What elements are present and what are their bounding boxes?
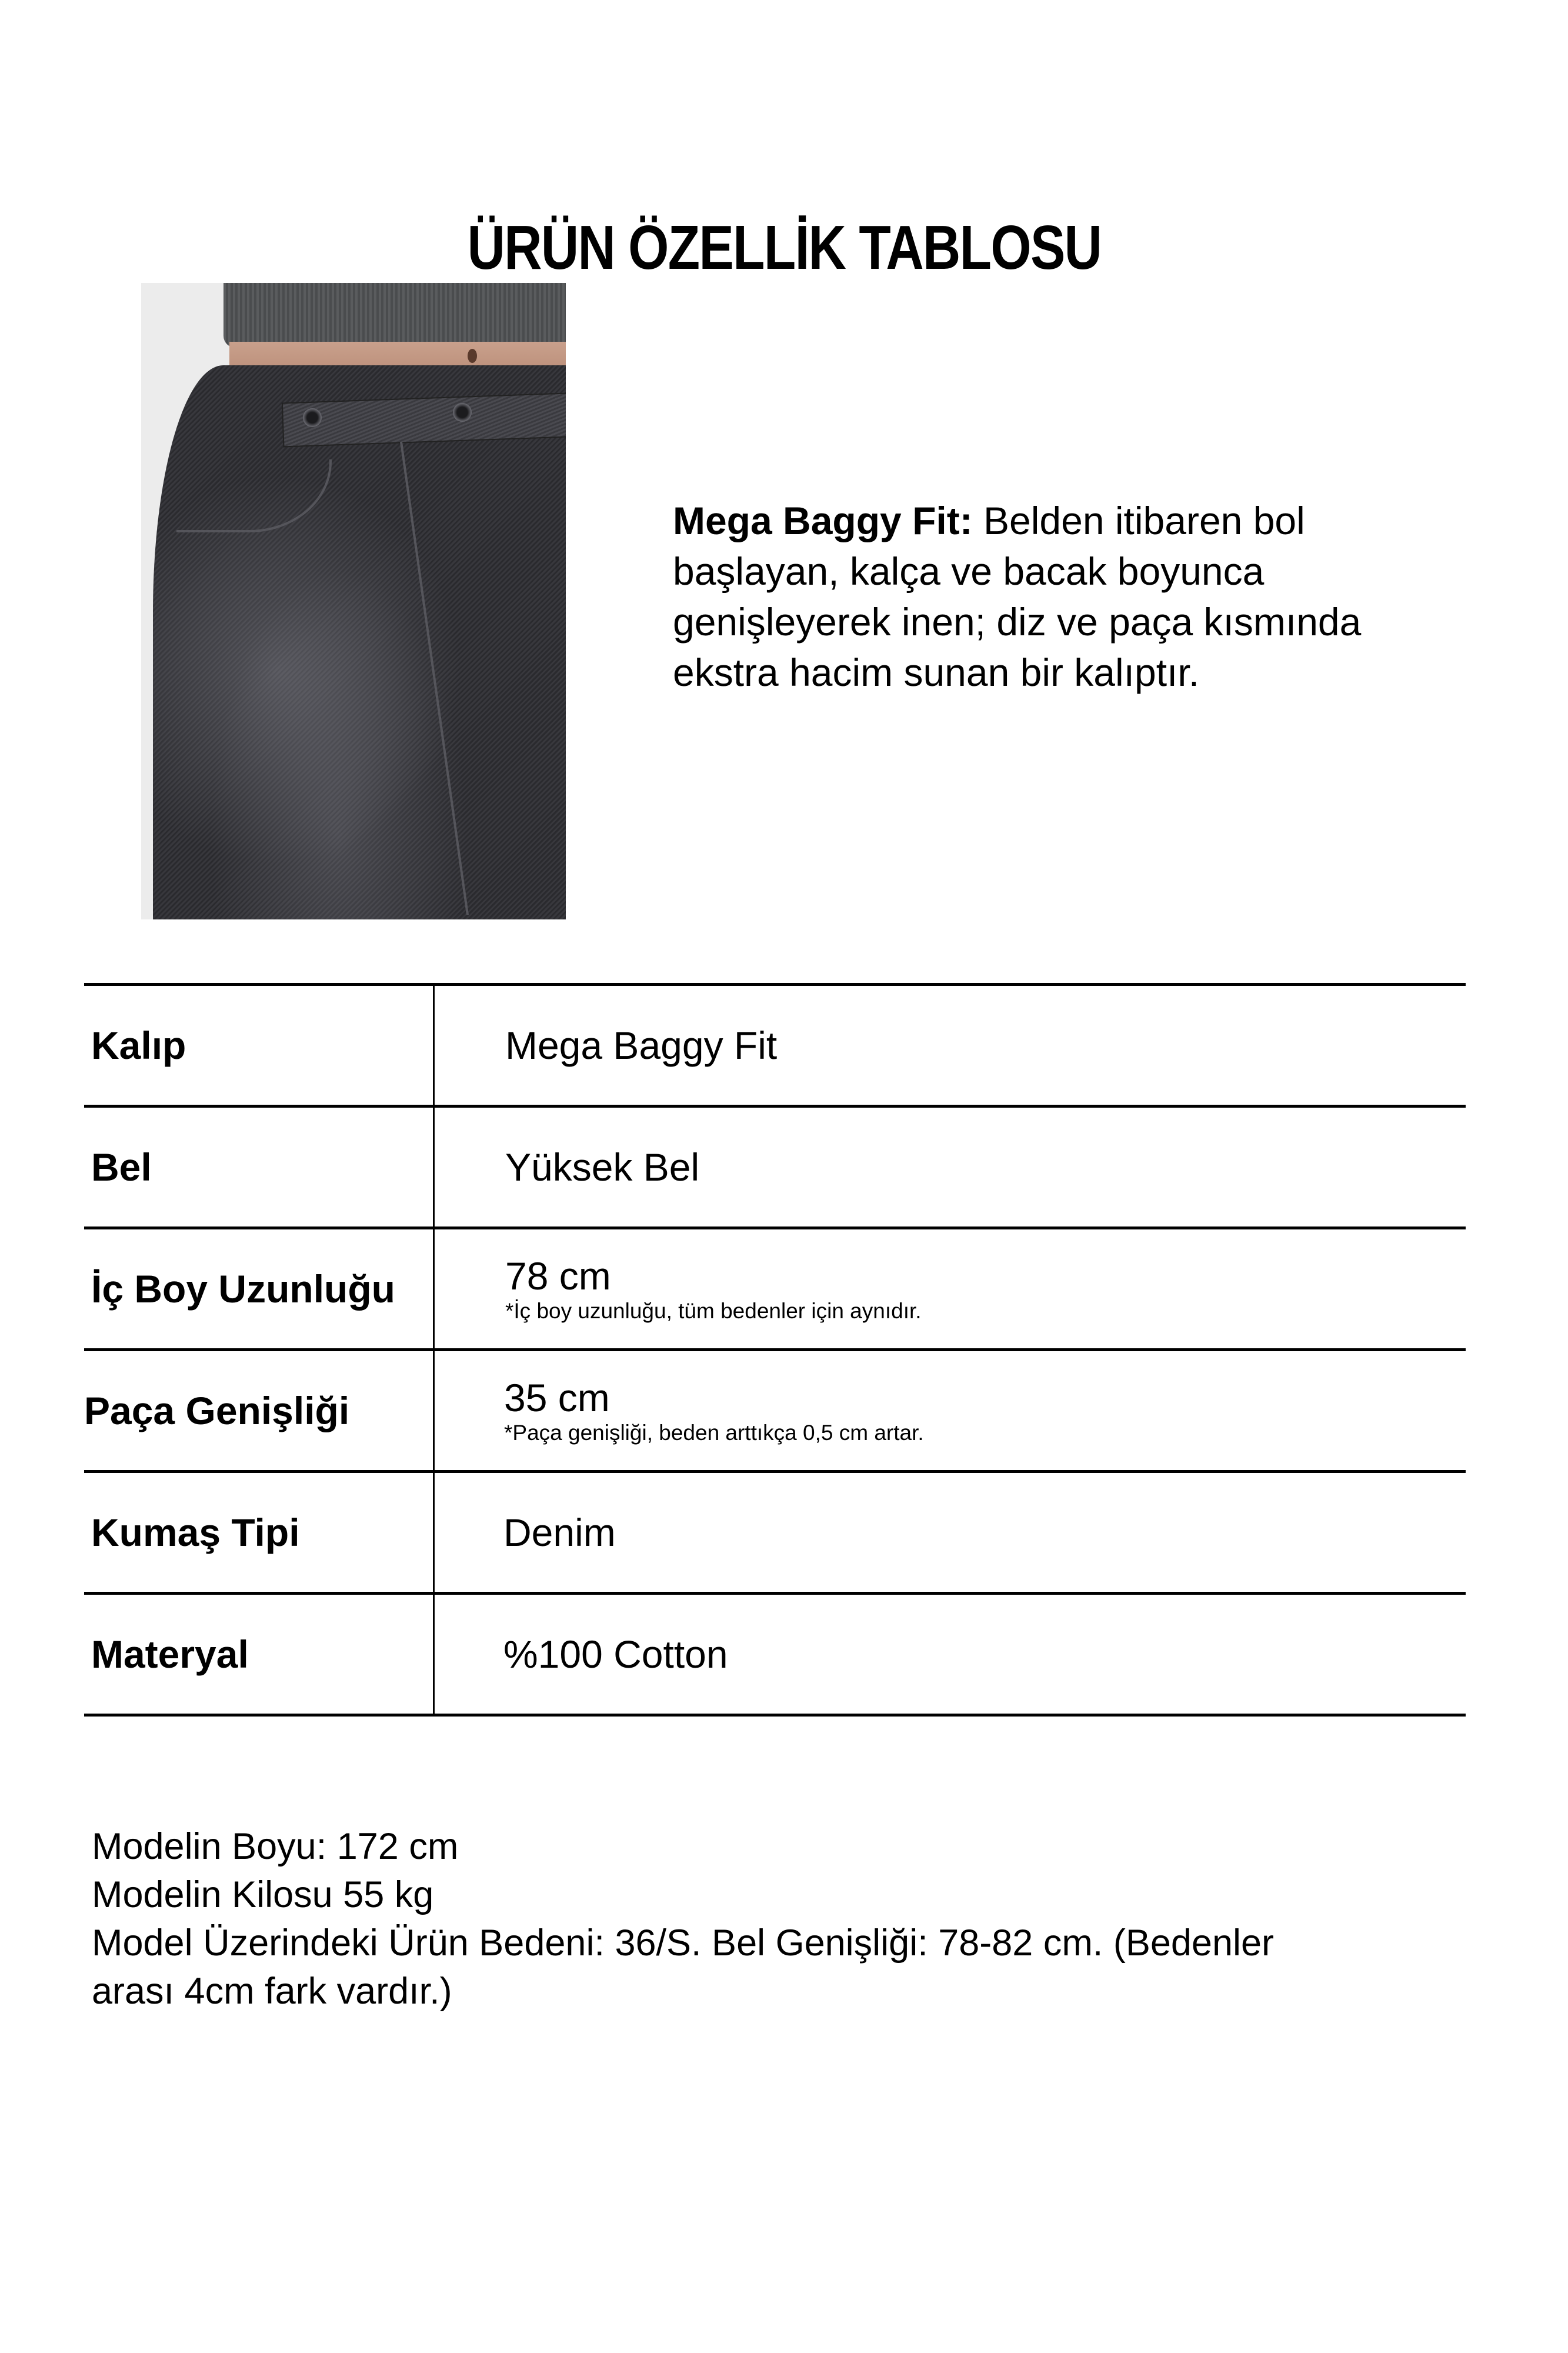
- row-value-text: Yüksek Bel: [505, 1145, 700, 1189]
- table-row: [84, 1470, 1466, 1592]
- row-value: [503, 1473, 616, 1592]
- row-value: [505, 1108, 699, 1227]
- table-row: [84, 1348, 1466, 1470]
- column-divider: [433, 986, 435, 1105]
- row-value-text: Mega Baggy Fit: [505, 1024, 778, 1067]
- column-divider: [433, 1473, 435, 1592]
- spec-table: [84, 983, 1466, 1717]
- photo-sweater: [223, 283, 566, 348]
- page-title-text: ÜRÜN ÖZELLİK TABLOSU: [467, 213, 1101, 283]
- column-divider: [433, 1351, 435, 1470]
- button-icon: [303, 408, 322, 427]
- model-info: [92, 1822, 1503, 2015]
- row-label: Kumaş Tipi: [91, 1511, 300, 1554]
- row-value-text: Denim: [503, 1511, 616, 1554]
- table-row: [84, 1227, 1466, 1348]
- column-divider: [433, 1108, 435, 1227]
- row-value-text: 35 cm: [504, 1376, 610, 1419]
- row-value: [503, 1595, 728, 1714]
- row-value: [505, 986, 777, 1105]
- row-label: Paça Genişliği: [84, 1389, 350, 1432]
- row-label: Bel: [91, 1145, 152, 1189]
- description-line: genişleyerek inen; diz ve paça kısmında: [673, 600, 1362, 644]
- photo-navel: [468, 349, 477, 363]
- model-size-info: Model Üzerindeki Ürün Bedeni: 36/S. Bel Genişliği: 78-82 cm. (Bedenler: [92, 1922, 1275, 1964]
- table-row: [84, 1105, 1466, 1227]
- row-value: [504, 1351, 924, 1470]
- description-line: ekstra hacim sunan bir kalıptır.: [673, 651, 1200, 694]
- row-label: Kalıp: [91, 1024, 186, 1067]
- description-line: başlayan, kalça ve bacak boyunca: [673, 549, 1265, 593]
- description-text: Belden itibaren bol: [972, 499, 1305, 542]
- model-size-info-cont: arası 4cm fark vardır.): [92, 1971, 452, 2012]
- fit-name: Mega Baggy Fit:: [673, 499, 973, 542]
- model-weight: Modelin Kilosu 55 kg: [92, 1874, 434, 1915]
- model-height: Modelin Boyu: 172 cm: [92, 1826, 459, 1867]
- row-label: İç Boy Uzunluğu: [91, 1267, 395, 1311]
- description-line: [673, 495, 1543, 546]
- table-row: [84, 1592, 1466, 1717]
- row-value-text: 78 cm: [505, 1254, 611, 1298]
- row-value-text: %100 Cotton: [503, 1632, 728, 1676]
- column-divider: [433, 1595, 435, 1714]
- row-value: [505, 1229, 922, 1348]
- fit-description: [673, 495, 1543, 698]
- row-note: *Paça genişliği, beden arttıkça 0,5 cm artar.: [504, 1421, 924, 1445]
- button-icon: [453, 403, 472, 422]
- table-row: [84, 983, 1466, 1105]
- product-photo: [141, 283, 566, 919]
- photo-jeans: [153, 365, 566, 919]
- row-label: Materyal: [91, 1632, 249, 1676]
- column-divider: [433, 1229, 435, 1348]
- page-title: [0, 212, 1568, 283]
- row-note: *İç boy uzunluğu, tüm bedenler için aynıdır.: [505, 1299, 922, 1323]
